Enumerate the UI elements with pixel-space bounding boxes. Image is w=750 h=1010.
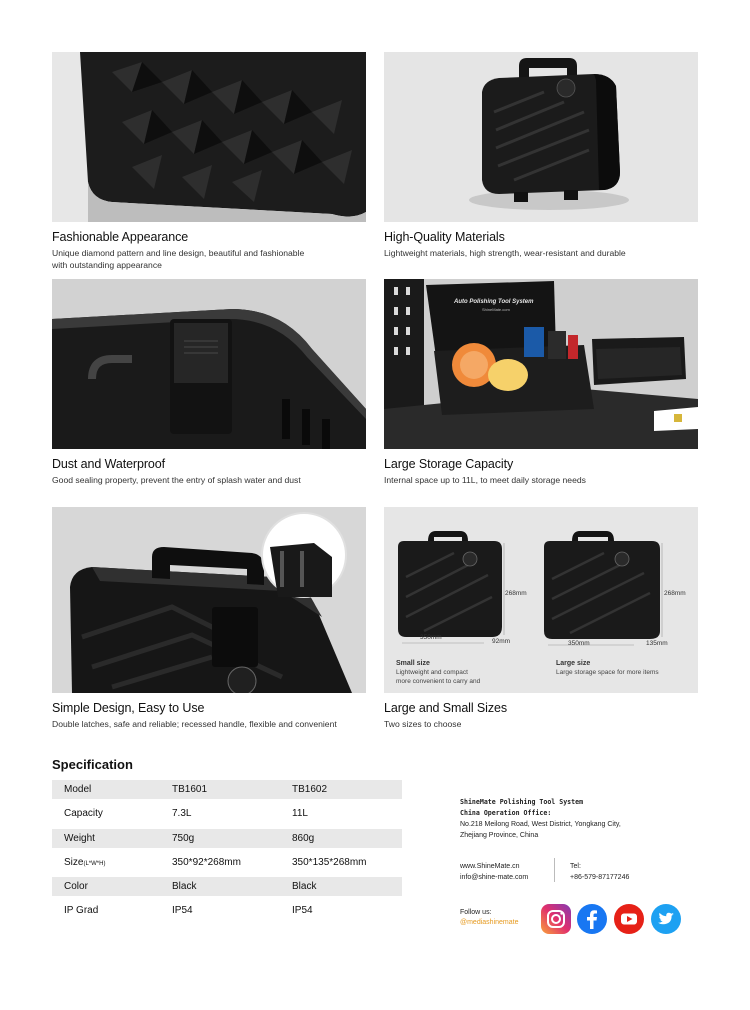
feature-dust-waterproof [52,279,366,486]
web-contact [460,861,528,883]
address-line: No.218 Meilong Road, West District, Yongkang City, [460,821,621,828]
product-photo-diamond-pattern [52,52,366,222]
large-depth-label: 135mm [646,640,668,647]
feature-storage-capacity [384,279,698,486]
feature-fashionable [52,52,366,271]
feature-description-line: Good sealing property, prevent the entry of splash water and dust [52,475,301,485]
small-size-desc-line: more convenient to carry and [396,678,481,685]
twitter-icon[interactable] [651,904,681,934]
feature-description [384,718,698,730]
table-row [52,780,402,799]
feature-sizes [384,507,698,730]
feature-quality-materials [384,52,698,259]
website-link[interactable]: www.ShineMate.cn [460,863,520,870]
product-photo-open-case [384,279,698,449]
spec-value: 350*135*268mm [292,856,367,868]
social-handle[interactable]: @mediashinemate [460,919,519,926]
facebook-icon[interactable] [577,904,607,934]
feature-simple-design [52,507,366,730]
small-height-label: 268mm [505,590,527,597]
feature-description-line: Lightweight materials, high strength, wear-resistant and durable [384,248,626,258]
instagram-icon[interactable] [541,904,571,934]
table-row [52,877,402,896]
lid-print-text: Auto Polishing Tool System [454,299,534,305]
feature-title: Dust and Waterproof [52,457,165,471]
feature-title: Large Storage Capacity [384,457,514,471]
product-photo-latch-closeup [52,279,366,449]
follow-label: Follow us: [460,909,492,916]
spec-label: Capacity [64,808,103,820]
follow-us [460,908,518,928]
spec-value: TB1602 [280,780,402,799]
address-line: Zhejiang Province, China [460,832,539,839]
tel-label: Tel: [570,863,581,870]
table-row [52,896,402,926]
email-link[interactable]: info@shine-mate.com [460,874,529,881]
feature-title: Simple Design, Easy to Use [52,701,205,715]
spec-value: IP54 [172,905,193,917]
spec-value: IP54 [292,905,313,917]
contact-divider [554,858,555,882]
office-label: China Operation Office: [460,809,552,817]
feature-title: High-Quality Materials [384,230,505,244]
small-depth-label: 92mm [492,638,511,645]
feature-description-line: Double latches, safe and reliable; recessed handle, flexible and convenient [52,719,337,729]
table-row [52,799,402,829]
feature-description [52,474,366,486]
feature-title: Fashionable Appearance [52,230,189,244]
feature-description-line: with outstanding appearance [52,260,162,270]
spec-value: 860g [280,829,402,848]
spec-label-unit: (L*W*H) [83,860,106,867]
spec-label-text: Size [64,856,84,868]
spec-label [52,848,160,878]
youtube-icon[interactable] [614,904,644,934]
spec-value: TB1601 [160,780,280,799]
small-size-title: Small size [396,660,430,667]
spec-value: 350*92*268mm [172,856,241,868]
contact-info [460,797,700,841]
feature-description [52,718,366,730]
large-size-title: Large size [556,660,591,667]
specification-table [52,780,402,926]
spec-value: Black [160,877,280,896]
phone-contact [570,861,629,883]
spec-value: 750g [160,829,280,848]
feature-description [384,474,698,486]
product-photo-case [384,52,698,222]
product-photo-sizes [384,507,698,693]
large-size-desc-line: Large storage space for more items [556,669,659,676]
large-height-label: 268mm [664,590,686,597]
feature-title: Large and Small Sizes [384,701,507,715]
small-size-desc-line: Lightweight and compact [396,669,468,676]
feature-description-line: Two sizes to choose [384,719,462,729]
spec-value: 11L [292,808,308,820]
spec-label: Model [52,780,160,799]
company-name: ShineMate Polishing Tool System [460,798,584,806]
lid-print-site: ShineMate.com [482,307,510,312]
product-photo-handle [52,507,366,693]
spec-value: 7.3L [172,808,192,820]
tel-number[interactable]: +86-579-87177246 [570,874,630,881]
feature-description [52,247,366,271]
feature-description-line: Internal space up to 11L, to meet daily storage needs [384,475,586,485]
small-width-label: 350mm [420,634,442,641]
feature-description [384,247,698,259]
table-row [52,848,402,878]
large-width-label: 350mm [568,640,590,647]
spec-label: IP Grad [64,905,99,917]
table-row [52,829,402,848]
spec-label: Color [52,877,160,896]
specification-heading: Specification [52,757,133,772]
feature-description-line: Unique diamond pattern and line design, beautiful and fashionable [52,248,305,258]
spec-value: Black [280,877,402,896]
spec-label: Weight [52,829,160,848]
